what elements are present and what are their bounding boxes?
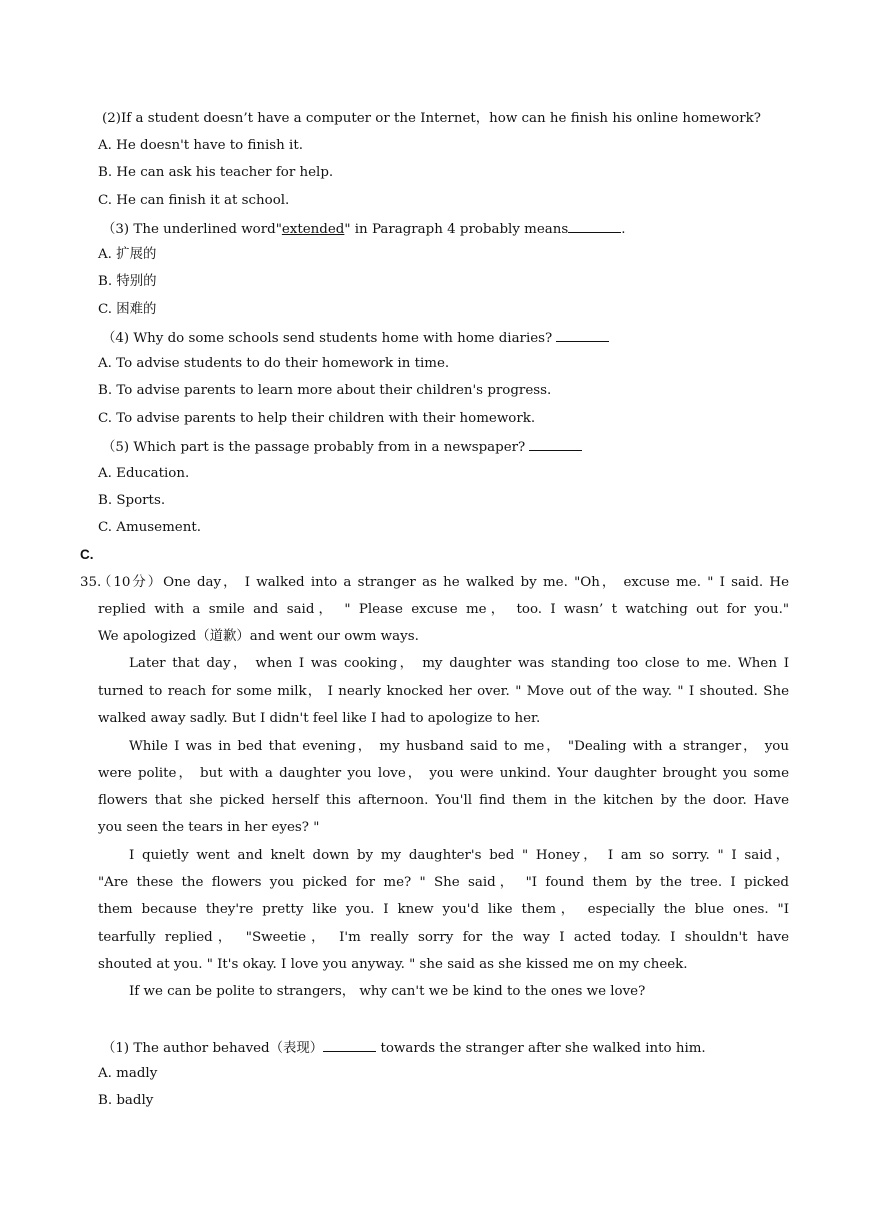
passage-line: If we can be polite to strangers， why can't we be kind to the ones we love? [129, 984, 646, 999]
answer-blank [323, 1038, 376, 1052]
question-2-option-a: A. He doesn't have to finish it. [98, 138, 303, 153]
underlined-word: extended [281, 222, 345, 237]
question-3-stem [102, 219, 626, 239]
question-3-option-c: C. 困难的 [98, 302, 157, 317]
passage-line: Later that day， when I was cooking， my daughter was standing too close to me. When I [129, 656, 789, 671]
question-5-option-c: C. Amusement. [98, 520, 201, 535]
question-3-option-b: B. 特别的 [98, 274, 157, 289]
question-2-option-c: C. He can finish it at school. [98, 193, 290, 208]
passage-line: were polite， but with a daughter you love， you were unkind. Your daughter brought you some [98, 766, 789, 781]
section-heading: C. [80, 547, 94, 562]
passage-line: tearfully replied， "Sweetie， I'm really sorry for the way I acted today. I shouldn't have [98, 930, 789, 945]
answer-blank [568, 219, 621, 233]
passage-line: I quietly went and knelt down by my daughter's bed " Honey， I am so sorry. " I said， [129, 848, 789, 863]
passage-question-1-stem [102, 1038, 706, 1058]
question-5-option-a: A. Education. [98, 466, 190, 481]
passage-question-1-stem-start: （1) The author behaved（表现） [102, 1041, 324, 1056]
passage-question-1-option-b: B. badly [98, 1093, 154, 1108]
passage-line: them because they're pretty like you. I knew you'd like them， especially the blue ones. "I [98, 902, 789, 917]
question-3-option-a: A. 扩展的 [98, 247, 157, 262]
passage-question-1-option-a: A. madly [98, 1066, 158, 1081]
passage-line: We apologized（道歉）and went our owm ways. [98, 629, 419, 644]
question-3-stem-start: （3) The underlined word" [102, 222, 282, 237]
passage-line: （10分）One day， I walked into a stranger as he walked by me. "Oh， excuse me. " I said. He [98, 575, 789, 590]
question-4-stem-text: （4) Why do some schools send students home with home diaries? [102, 331, 557, 346]
question-5-stem-text: （5) Which part is the passage probably from in a newspaper? [102, 440, 530, 455]
question-5-stem [102, 437, 582, 457]
passage-line: you seen the tears in her eyes? " [98, 820, 320, 835]
answer-blank [529, 437, 582, 451]
passage-line: flowers that she picked herself this afternoon. You'll find them in the kitchen by the door. Have [98, 793, 789, 808]
question-4-stem [102, 328, 609, 348]
passage-line: "Are these the flowers you picked for me? " She said， "I found them by the tree. I picked [98, 875, 789, 890]
question-4-option-a: A. To advise students to do their homework in time. [98, 356, 450, 371]
question-4-option-b: B. To advise parents to learn more about their children's progress. [98, 383, 552, 398]
question-4-option-c: C. To advise parents to help their children with their homework. [98, 411, 536, 426]
question-3-stem-end: . [621, 222, 626, 237]
passage-line: walked away sadly. But I didn't feel like I had to apologize to her. [98, 711, 541, 726]
question-2-stem: (2)If a student doesn’t have a computer or the Internet，how can he finish his online homework? [102, 111, 761, 126]
question-5-option-b: B. Sports. [98, 493, 166, 508]
question-2-option-b: B. He can ask his teacher for help. [98, 165, 334, 180]
question-3-stem-middle: " in Paragraph 4 probably means [344, 222, 569, 237]
passage-line: replied with a smile and said， " Please excuse me， too. I wasn’ t watching out for you." [98, 602, 789, 617]
passage-question-1-stem-end: towards the stranger after she walked into him. [376, 1041, 706, 1056]
passage-number: 35. [80, 575, 102, 590]
passage-line: shouted at you. " It's okay. I love you anyway. " she said as she kissed me on my cheek. [98, 957, 688, 972]
answer-blank [556, 328, 609, 342]
passage-line: turned to reach for some milk， I nearly knocked her over. " Move out of the way. " I shouted. She [98, 684, 789, 699]
passage-line: While I was in bed that evening， my husband said to me， "Dealing with a stranger， you [129, 739, 789, 754]
